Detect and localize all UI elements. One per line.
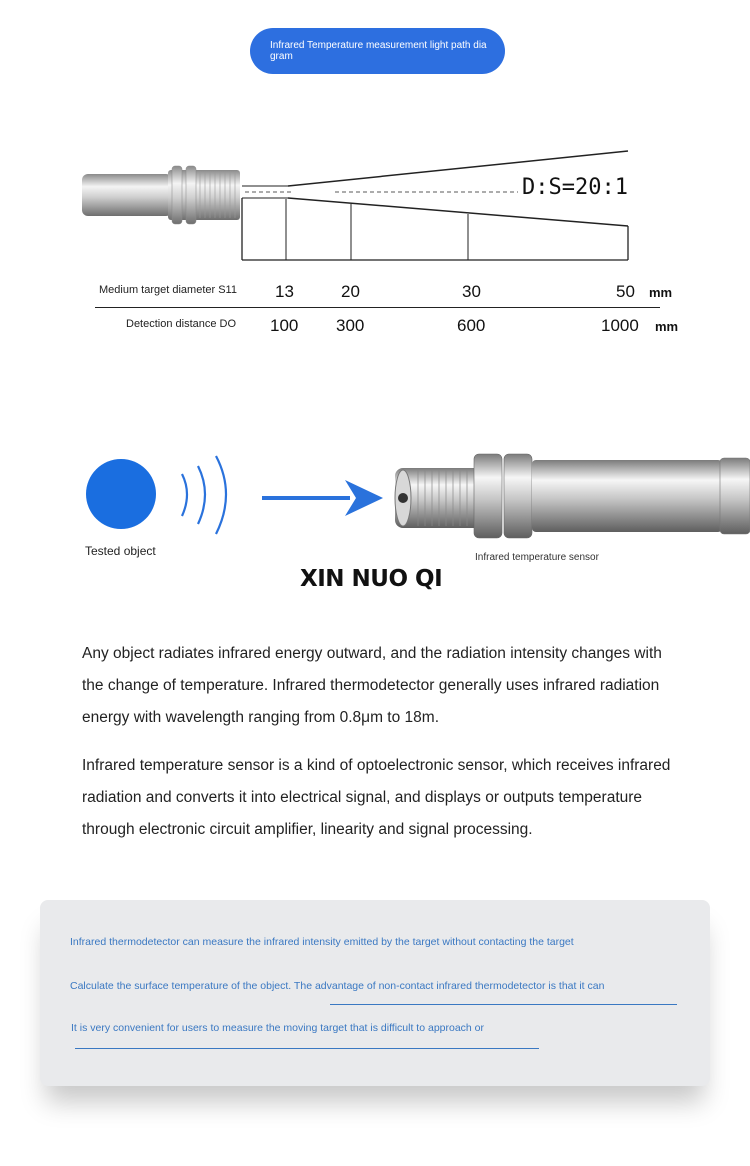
distance-value: 600 bbox=[457, 316, 486, 335]
diameter-value: 13 bbox=[275, 282, 294, 301]
divider-line bbox=[95, 307, 660, 308]
sensor-probe-small bbox=[82, 166, 240, 224]
distance-row-label: Detection distance DO bbox=[126, 318, 237, 330]
card-line-2: Calculate the surface temperature of the object. The advantage of non-contact infrared thermodetector is that it can bbox=[70, 980, 605, 992]
description-paragraph-2: Infrared temperature sensor is a kind of optoelectronic sensor, which receives infrared radiation and converts it into electrical signal, and displays or outputs temperature through electronic circuit amplifier, linearity and signal processing. bbox=[82, 757, 671, 838]
distance-value: 300 bbox=[336, 316, 365, 335]
distance-unit: mm bbox=[655, 319, 679, 334]
tested-object-circle bbox=[86, 459, 156, 529]
diagram-title: Infrared Temperature measurement light path diagram bbox=[270, 40, 487, 62]
description-paragraph-1: Any object radiates infrared energy outward, and the radiation intensity changes with the change of temperature. Infrared thermodetector generally uses infrared radiation energy with wavelength ranging from 0.8μm to 18m. bbox=[82, 645, 662, 726]
distance-spot-ratio: D:S=20:1 bbox=[522, 175, 628, 200]
sensor-label: Infrared temperature sensor bbox=[475, 552, 599, 563]
underline bbox=[75, 1048, 539, 1049]
tested-object-label: Tested object bbox=[85, 544, 156, 558]
diameter-value: 20 bbox=[341, 282, 360, 301]
diameter-row-label: Medium target diameter S11 bbox=[99, 284, 237, 296]
underline bbox=[330, 1004, 677, 1005]
info-card bbox=[40, 900, 710, 1086]
radiation-waves-icon bbox=[182, 456, 226, 534]
diagram-title-pill bbox=[250, 28, 505, 74]
diameter-value: 50 bbox=[616, 282, 635, 301]
diameter-unit: mm bbox=[649, 285, 673, 300]
distance-value: 100 bbox=[270, 316, 299, 335]
beam-cone bbox=[242, 151, 628, 260]
arrow-icon bbox=[262, 480, 383, 516]
light-path-diagram bbox=[0, 130, 750, 270]
sensor-probe-large bbox=[395, 454, 750, 538]
card-line-1: Infrared thermodetector can measure the infrared intensity emitted by the target without contacting the target bbox=[70, 936, 574, 948]
card-line-3: It is very convenient for users to measure the moving target that is difficult to approach or bbox=[71, 1022, 485, 1034]
diameter-value: 30 bbox=[462, 282, 481, 301]
brand-name: XIN NUO QI bbox=[300, 566, 443, 592]
measurement-scene bbox=[0, 440, 750, 550]
distance-value: 1000 bbox=[601, 316, 639, 335]
